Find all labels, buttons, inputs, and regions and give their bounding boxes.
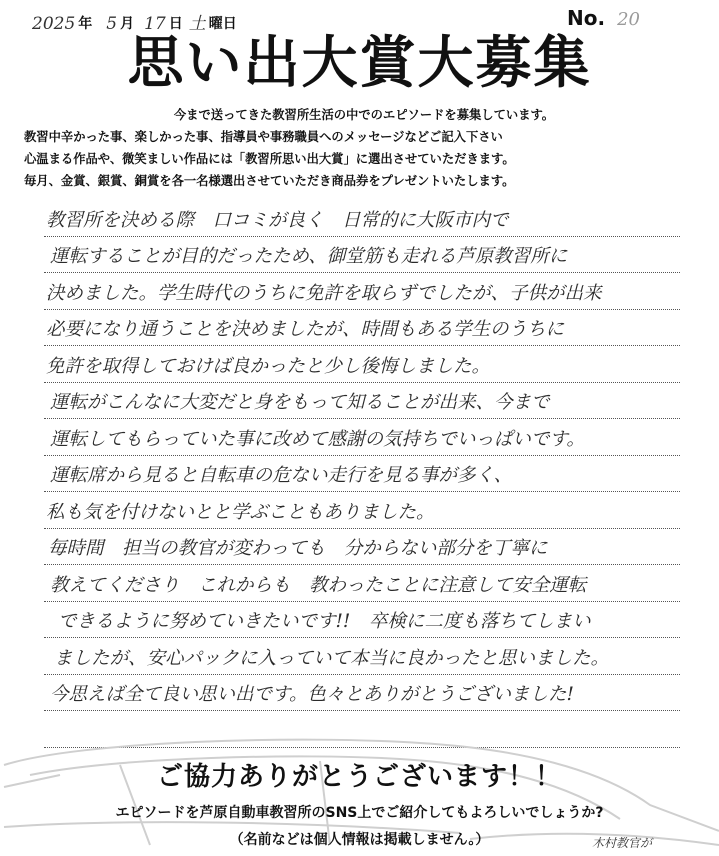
date-weekday: 土	[188, 14, 206, 34]
privacy-note: （名前などは個人情報は掲載しません。）	[229, 832, 490, 848]
writing-line	[44, 638, 680, 675]
intro-line: 今まで送ってきた教習所生活の中でのエピソードを募集しています。	[173, 108, 555, 122]
sns-consent-question: エピソードを芦原自動車教習所のSNS上でご紹介してもよろしいでしょうか?	[115, 805, 604, 821]
handwritten-text: 教習所を決める際 口コミが良く 日常的に大阪市内で	[46, 209, 509, 231]
handwritten-text: 運転がこんなに大変だと身をもって知ることが出来、今まで	[50, 392, 550, 413]
handwritten-signoff: 木村教官が	[592, 836, 653, 850]
form-number-label: No.	[567, 6, 606, 30]
writing-line	[44, 492, 680, 529]
date-year: 2025	[32, 14, 76, 34]
handwritten-text: 運転してもらっていた事に改めて感謝の気持ちでいっぱいです。	[50, 428, 585, 450]
handwritten-text: ましたが、安心パックに入っていて本当に良かったと思いました。	[54, 647, 610, 669]
intro-line: 心温まる作品や、微笑ましい作品には「教習所思い出大賞」に選出させていただきます。	[24, 152, 515, 166]
date-year-unit: 年	[78, 16, 93, 32]
date-day: 17	[144, 14, 166, 34]
writing-line	[44, 273, 680, 310]
date-month: 5	[106, 14, 118, 34]
writing-line	[44, 529, 680, 566]
handwritten-text: 決めました。学生時代のうちに免許を取らずでしたが、子供が出来	[46, 282, 602, 304]
writing-line	[44, 675, 680, 712]
writing-line	[44, 310, 680, 347]
handwritten-text: 免許を取得しておけば良かったと少し後悔しました。	[46, 355, 491, 377]
writing-line	[44, 565, 680, 602]
writing-line	[44, 237, 680, 274]
intro-line: 毎月、金賞、銀賞、銅賞を各一名様選出させていただき商品券をプレゼントいたします。	[24, 174, 515, 188]
writing-line	[44, 602, 680, 639]
intro-line: 教習中辛かった事、楽しかった事、指導員や事務職員へのメッセージなどご記入下さい	[24, 130, 503, 144]
date-month-unit: 月	[120, 16, 135, 32]
date-day-unit: 日	[168, 16, 183, 32]
handwritten-text: 今思えば全て良い思い出です。色々とありがとうございました!	[50, 684, 574, 705]
writing-line	[44, 200, 680, 237]
handwritten-text: できるように努めていきたいです!! 卒検に二度も落ちてしまい	[58, 611, 591, 632]
writing-line	[44, 383, 680, 420]
handwritten-text: 必要になり通うことを決めましたが、時間もある学生のうちに	[46, 319, 565, 340]
date-weekday-unit: 曜日	[208, 16, 237, 32]
intro-text	[24, 104, 704, 192]
handwritten-text: 運転することが目的だったため、御堂筋も走れる芦原教習所に	[50, 246, 568, 267]
form-number-value: 20	[617, 9, 640, 30]
page-title: 思い出大賞大募集	[127, 31, 592, 96]
form-number	[567, 6, 640, 30]
handwritten-text: 運転席から見ると自転車の危ない走行を見る事が多く、	[50, 465, 513, 486]
writing-line	[44, 456, 680, 493]
handwritten-text: 私も気を付けないとと学ぶこともありました。	[46, 501, 435, 523]
handwritten-episode	[44, 200, 680, 748]
writing-line	[44, 346, 680, 383]
writing-line	[44, 419, 680, 456]
handwritten-text: 教えてくださり これからも 教わったことに注意して安全運転	[50, 574, 587, 596]
thanks-heading: ご協力ありがとうございます！！	[156, 762, 562, 792]
handwritten-text: 毎時間 担当の教官が変わっても 分からない部分を丁寧に	[48, 538, 548, 559]
